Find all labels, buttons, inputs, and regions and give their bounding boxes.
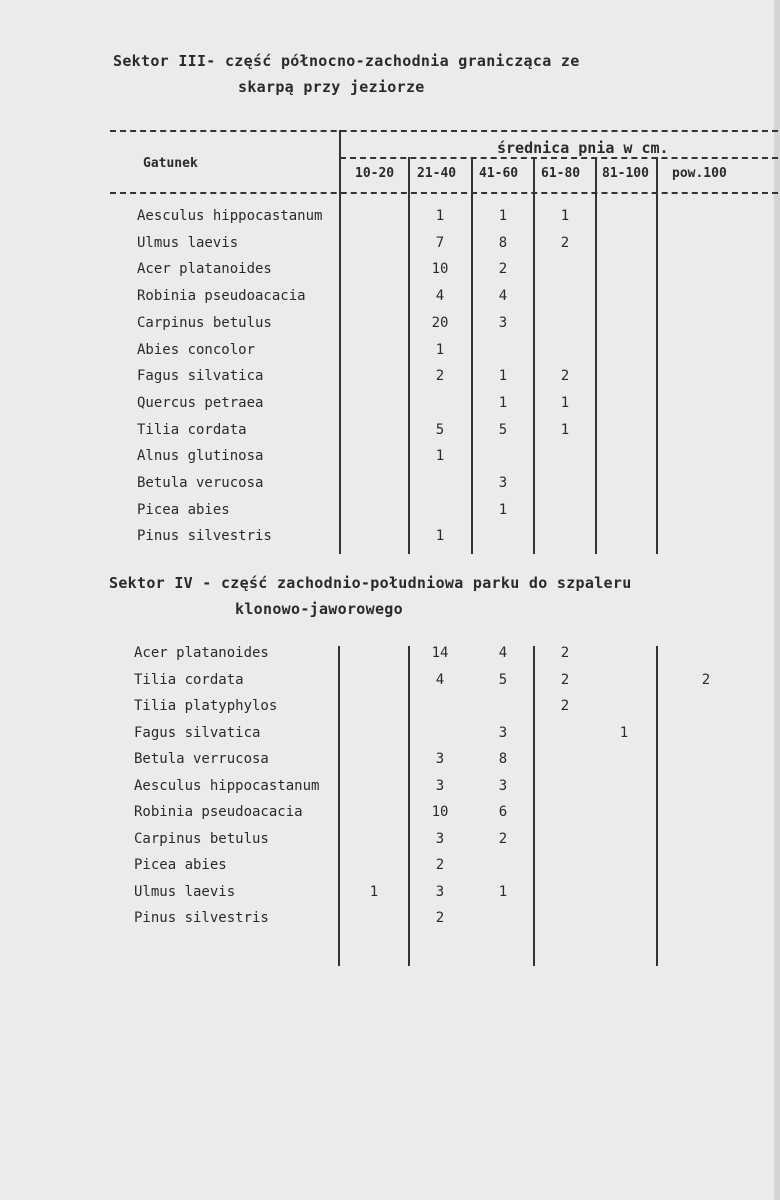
- table-cell-value: 2: [435, 910, 445, 926]
- table-cell-value: 3: [498, 778, 508, 794]
- species-name: Betula verrucosa: [134, 751, 269, 767]
- species-name: Aesculus hippocastanum: [134, 778, 320, 794]
- table-cell-value: 2: [498, 261, 508, 277]
- table-cell-value: 10: [431, 261, 449, 277]
- table-cell-value: 4: [435, 672, 445, 688]
- column-header-10-20: 10-20: [355, 166, 395, 181]
- table-cell-value: 8: [498, 235, 508, 251]
- table-cell-value: 3: [435, 884, 445, 900]
- table-cell-value: 2: [701, 672, 711, 688]
- sector3-column-rule: [656, 157, 658, 554]
- species-name: Quercus petraea: [137, 395, 264, 411]
- sector4-title-line2: klonowo-jaworowego: [235, 600, 403, 618]
- column-header-srednica: średnica pnia w cm.: [497, 139, 669, 157]
- table-cell-value: 1: [560, 422, 570, 438]
- table-cell-value: 2: [435, 368, 445, 384]
- sector3-title-line1: Sektor III- część północno-zachodnia granicząca ze: [113, 52, 580, 70]
- species-name: Ulmus laevis: [137, 235, 239, 251]
- table-cell-value: 1: [435, 208, 445, 224]
- table-cell-value: 2: [435, 857, 445, 873]
- species-name: Alnus glutinosa: [137, 448, 264, 464]
- species-name: Tilia cordata: [134, 672, 244, 688]
- species-name: Ulmus laevis: [134, 884, 236, 900]
- species-name: Betula verucosa: [137, 475, 264, 491]
- species-name: Acer platanoides: [137, 261, 272, 277]
- species-name: Carpinus betulus: [137, 315, 272, 331]
- species-name: Robinia pseudoacacia: [134, 804, 303, 820]
- column-header-gatunek: Gatunek: [143, 156, 198, 171]
- table-cell-value: 20: [431, 315, 449, 331]
- table-cell-value: 5: [498, 422, 508, 438]
- table-cell-value: 1: [435, 448, 445, 464]
- table-cell-value: 1: [435, 528, 445, 544]
- species-name: Fagus silvatica: [137, 368, 264, 384]
- table-cell-value: 2: [560, 645, 570, 661]
- table-cell-value: 6: [498, 804, 508, 820]
- sector3-column-rule: [408, 157, 410, 554]
- table-cell-value: 7: [435, 235, 445, 251]
- table-cell-value: 1: [435, 342, 445, 358]
- species-name: Robinia pseudoacacia: [137, 288, 306, 304]
- sector3-title-line2: skarpą przy jeziorze: [238, 78, 425, 96]
- species-name: Picea abies: [134, 857, 227, 873]
- table-cell-value: 2: [498, 831, 508, 847]
- table-cell-value: 10: [431, 804, 449, 820]
- sector4-title-line1: Sektor IV - część zachodnio-południowa parku do szpaleru: [109, 574, 632, 592]
- table-cell-value: 1: [619, 725, 629, 741]
- column-header-pow100: pow.100: [672, 166, 727, 181]
- table-cell-value: 4: [498, 288, 508, 304]
- table-cell-value: 1: [498, 502, 508, 518]
- table-cell-value: 4: [435, 288, 445, 304]
- species-name: Aesculus hippocastanum: [137, 208, 323, 224]
- sector3-column-rule: [533, 157, 535, 554]
- table-cell-value: 2: [560, 235, 570, 251]
- table-cell-value: 5: [498, 672, 508, 688]
- table-cell-value: 2: [560, 672, 570, 688]
- species-name: Abies concolor: [137, 342, 256, 358]
- table-cell-value: 3: [498, 725, 508, 741]
- table-cell-value: 3: [435, 778, 445, 794]
- table-cell-value: 1: [498, 395, 508, 411]
- table-top-rule: [110, 130, 778, 132]
- sector4-column-rule: [656, 646, 658, 966]
- table-cell-value: 1: [560, 208, 570, 224]
- species-name: Carpinus betulus: [134, 831, 269, 847]
- table-cell-value: 1: [560, 395, 570, 411]
- sector4-column-rule: [338, 646, 340, 966]
- sector3-column-rule: [595, 157, 597, 554]
- sector4-column-rule: [408, 646, 410, 966]
- table-cell-value: 5: [435, 422, 445, 438]
- table-cell-value: 1: [498, 884, 508, 900]
- sector4-column-rule: [533, 646, 535, 966]
- sector3-column-rule: [471, 157, 473, 554]
- column-header-81-100: 81-100: [602, 166, 649, 181]
- table-cell-value: 3: [435, 831, 445, 847]
- species-name: Picea abies: [137, 502, 230, 518]
- species-name: Acer platanoides: [134, 645, 269, 661]
- species-name: Tilia cordata: [137, 422, 247, 438]
- species-name: Pinus silvestris: [134, 910, 269, 926]
- species-name: Tilia platyphylos: [134, 698, 278, 714]
- table-cell-value: 2: [560, 698, 570, 714]
- table-cell-value: 3: [435, 751, 445, 767]
- table-cell-value: 3: [498, 315, 508, 331]
- header-bottom-rule: [110, 192, 778, 194]
- column-header-41-60: 41-60: [479, 166, 519, 181]
- table-cell-value: 3: [498, 475, 508, 491]
- table-cell-value: 1: [498, 368, 508, 384]
- species-name: Pinus silvestris: [137, 528, 272, 544]
- species-name: Fagus silvatica: [134, 725, 261, 741]
- column-header-61-80: 61-80: [541, 166, 581, 181]
- table-cell-value: 4: [498, 645, 508, 661]
- header-sub-rule: [340, 157, 778, 159]
- table-cell-value: 1: [369, 884, 379, 900]
- table-cell-value: 2: [560, 368, 570, 384]
- page-edge-shadow: [774, 0, 780, 1200]
- column-header-21-40: 21-40: [417, 166, 457, 181]
- table-cell-value: 1: [498, 208, 508, 224]
- sector3-column-rule: [339, 130, 341, 554]
- table-cell-value: 14: [431, 645, 449, 661]
- table-cell-value: 8: [498, 751, 508, 767]
